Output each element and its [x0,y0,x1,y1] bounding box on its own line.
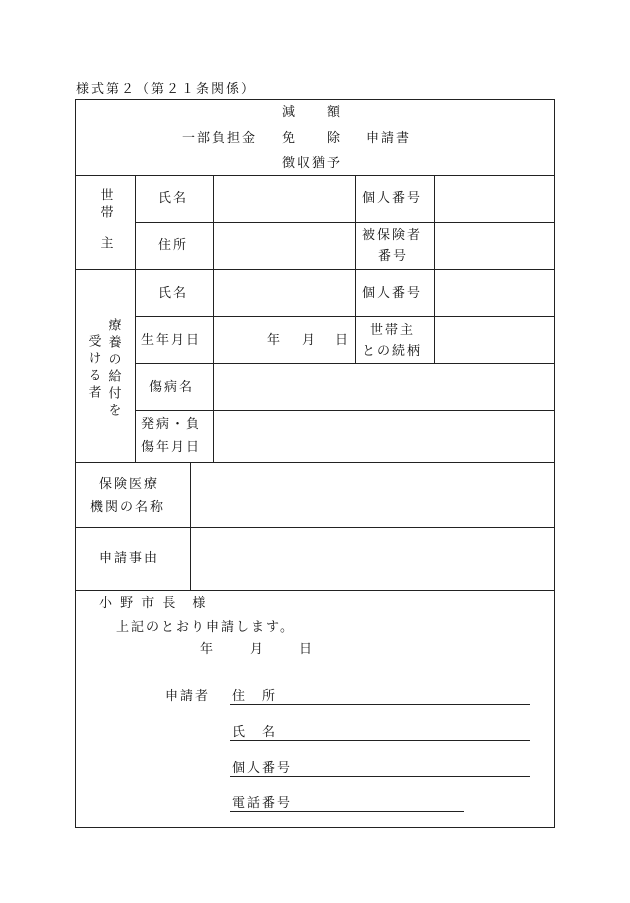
applicant-name-line[interactable] [230,740,530,741]
title-menjo: 免 除 [282,131,343,146]
ryoyo-birth-label: 生年月日 [141,333,202,348]
date-year: 年 [200,642,216,657]
ryoyo-birth-day: 日 [335,333,351,348]
disease-label: 傷病名 [149,380,195,395]
ryoyo-name-label: 氏名 [158,286,189,301]
rule-after-reason [75,590,554,591]
statement: 上記のとおり申請します。 [116,620,295,635]
ryoyo-label-col1: 療養の給付を [105,318,121,420]
date-day: 日 [299,642,315,657]
rule-v-label [135,175,136,462]
setainushi-name-field[interactable] [214,176,354,221]
title-gengaku: 減 額 [282,105,343,120]
applicant-address-label: 住 所 [232,689,278,704]
applicant-phone-label: 電話番号 [232,796,293,811]
hospital-label-line1: 保険医療 [99,477,160,492]
ryoyo-birth-month: 月 [302,333,318,348]
applicant-kojin-label: 個人番号 [232,761,293,776]
ryoyo-birth-field[interactable] [214,317,354,362]
applicant-address-line[interactable] [230,704,530,705]
applicant-name-label: 氏 名 [232,725,278,740]
onset-date-field[interactable] [214,411,553,461]
title-prefix: 一部負担金 [182,131,258,146]
ryoyo-kojin-field[interactable] [435,270,553,315]
ryoyo-birth-year: 年 [267,333,283,348]
setainushi-label-col2: 主 [97,236,113,253]
applicant-kojin-line[interactable] [230,776,530,777]
ryoyo-name-field[interactable] [214,270,354,315]
ryoyo-label-col2: 受ける者 [85,334,101,402]
onset-label-line2: 傷年月日 [141,440,202,455]
hihoken-label-line1: 被保険者 [362,228,423,243]
hospital-label-line2: 機関の名称 [90,500,166,515]
disease-field[interactable] [214,364,553,409]
applicant-phone-line[interactable] [230,811,464,812]
hospital-name-field[interactable] [191,463,553,526]
hihoken-label-line2: 番号 [378,249,409,264]
setainushi-kojin-label: 個人番号 [362,191,423,206]
setainushi-address-field[interactable] [214,223,354,268]
relation-label-line1: 世帯主 [370,323,416,338]
form-label: 様式第２（第２１条関係） [76,82,257,97]
setainushi-address-label: 住所 [158,238,189,253]
relation-label-line2: との続柄 [362,344,423,359]
addressee: 小 野 市 長 様 [99,596,208,611]
rule-v-right-label-1 [355,175,356,363]
setainushi-name-label: 氏名 [158,191,189,206]
setainushi-kojin-field[interactable] [435,176,553,221]
setainushi-label-col1: 世帯 [97,188,113,222]
applicant-label: 申請者 [165,689,211,704]
relation-field[interactable] [435,317,553,362]
title-yuyo: 徴収猶予 [282,156,343,171]
hihoken-number-field[interactable] [435,223,553,268]
onset-label-line1: 発病・負 [141,417,202,432]
date-month: 月 [250,642,266,657]
title-suffix: 申請書 [366,131,412,146]
ryoyo-kojin-label: 個人番号 [362,286,423,301]
reason-field[interactable] [191,528,553,589]
reason-label: 申請事由 [99,551,160,566]
